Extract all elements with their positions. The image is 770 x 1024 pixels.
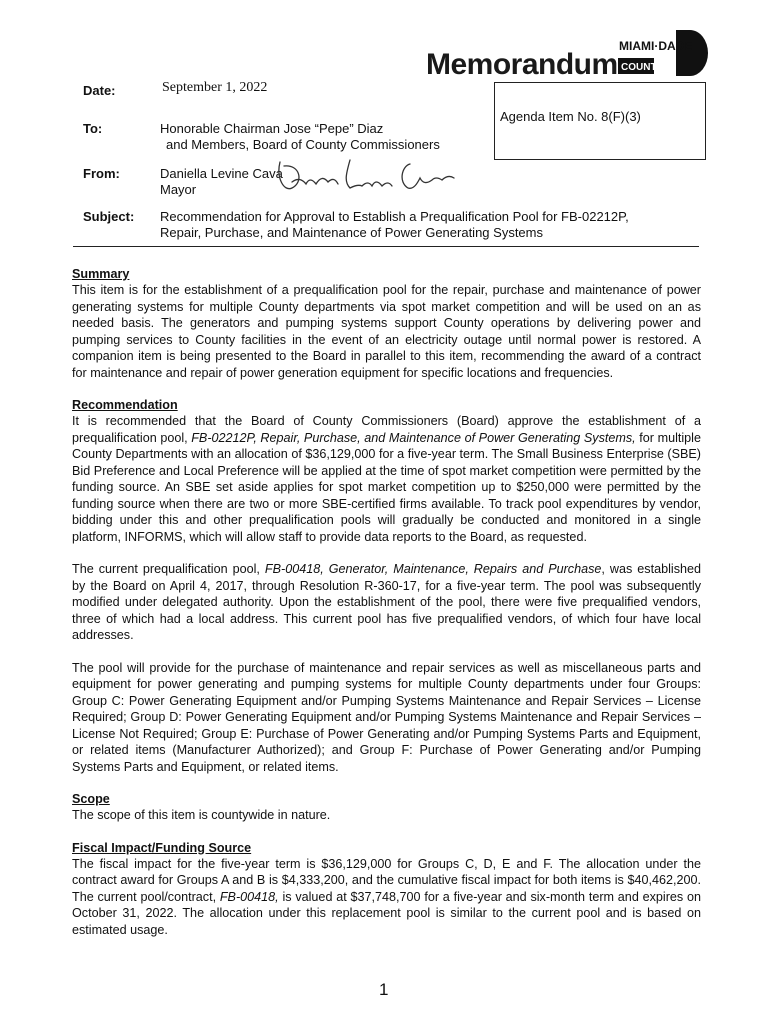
subject-line-2: Repair, Purchase, and Maintenance of Power Generating Systems	[160, 225, 543, 240]
rec-p1-text-a: It is recommended that the Board of County Commissioners (Board) approve the establishment of a prequalification pool,	[72, 414, 701, 445]
fiscal-impact-heading: Fiscal Impact/Funding Source	[72, 840, 252, 855]
logo-text-1: MIAMI·DADE	[619, 39, 693, 53]
rec-p2-text-a: The current prequalification pool,	[72, 562, 265, 576]
memorandum-title: Memorandum	[426, 48, 618, 81]
fiscal-impact-text	[72, 856, 701, 939]
date-label: Date:	[83, 83, 116, 98]
to-label: To:	[83, 121, 103, 136]
from-label: From:	[83, 166, 120, 181]
recommendation-paragraph-1	[72, 413, 701, 545]
mayor-signature	[270, 152, 470, 200]
to-line-2: and Members, Board of County Commissioners	[166, 137, 440, 152]
scope-text: The scope of this item is countywide in nature.	[72, 808, 331, 822]
fiscal-text-a: The fiscal impact for the five-year term is $36,129,000 for Groups C, D, E and F. The allocation under the contract award for Groups A and B is $4,333,200, and the cumulative fiscal impact for both items is $40,462,200. The current pool/contract,	[72, 856, 701, 904]
rec-p2-text-b: , was established by the Board on April 4, 2017, through Resolution R-360-17, for a five-year term. The pool was subsequently modified under delegated authority. Upon the establishment of the pool, there were five prequalified vendors, three of which had a local address. This current pool has five prequalified vendors, of which four have local addresses.	[72, 562, 702, 642]
fiscal-contract-id: FB-00418,	[219, 889, 279, 904]
summary-heading: Summary	[72, 267, 130, 281]
recommendation-paragraph-3: The pool will provide for the purchase of maintenance and repair services as well as miscellaneous parts and equipment for power generating and pumping systems for multiple County departments under four Groups: Group C: Power Generating Equipment and/or Pumping Systems Maintenance and Repair Services – License Required; Group D: Power Generating Equipment and/or Pumping Systems Maintenance and Repair Services – License Not Required; Group E: Purchase of Power Generating and/or Pumping Systems Parts and Equipment, or related items (Manufacturer Authorized); and Group F: Purchase of Power Generating and/or Pumping Systems Parts and Equipment, or related items.	[72, 660, 701, 774]
recommendation-heading: Recommendation	[72, 398, 178, 412]
from-line-1: Daniella Levine Cava	[160, 166, 283, 181]
agenda-item-box	[494, 82, 706, 160]
agenda-item-text: Agenda Item No. 8(F)(3)	[500, 109, 641, 124]
logo-text-2: COUNTY	[621, 62, 664, 73]
memo-body	[72, 266, 701, 938]
from-line-2: Mayor	[160, 182, 197, 197]
subject-label: Subject:	[83, 209, 135, 224]
scope-heading: Scope	[72, 792, 110, 806]
page-number: 1	[379, 980, 389, 999]
recommendation-paragraph-2	[72, 561, 701, 644]
fiscal-text-b: is valued at $37,748,700 for a five-year and six-month term and expires on October 31, 2022. The allocation under this replacement pool is similar to the current pool and is based on estimated usage.	[72, 889, 701, 937]
rec-p1-text-b: for multiple County Departments with an allocation of $36,129,000 for a five-year term. The Small Business Enterprise (SBE) Bid Preference and Local Preference will be applied at the time of spot market competition were permitted by the funding source. An SBE set aside applies for spot market competition up to $250,000 were permitted by the funding source when there are two or more SBE-certified firms available. To track pool expenditures by vendor, bidding under this and other prequalification pools will gradually be conducted and monitored in a single platform, INFORMS, which will allow staff to provide data reports to the Board, as requested.	[72, 430, 701, 544]
subject-line-1: Recommendation for Approval to Establish a Prequalification Pool for FB-02212P,	[160, 209, 629, 224]
rec-p2-pool-name: FB-00418, Generator, Maintenance, Repairs and Purchase	[264, 562, 602, 576]
date-value: September 1, 2022	[162, 80, 268, 95]
rec-p1-pool-name: FB-02212P, Repair, Purchase, and Maintenance of Power Generating Systems,	[191, 430, 636, 445]
header-rule	[73, 246, 699, 247]
miami-dade-county-logo	[618, 30, 708, 76]
summary-text: This item is for the establishment of a prequalification pool for the repair, purchase and maintenance of power generating systems for multiple County departments via spot market competition and will be used on an as needed basis. The generators and pumping systems support County operations by delivering power and pumping services to County facilities in the event of an electricity outage until normal power is restored. A companion item is being presented to the Board in parallel to this item, recommending the award of a contract for maintenance and repair of power generation equipment for specific locations and frequencies.	[72, 283, 701, 380]
to-line-1: Honorable Chairman Jose “Pepe” Diaz	[160, 121, 384, 136]
